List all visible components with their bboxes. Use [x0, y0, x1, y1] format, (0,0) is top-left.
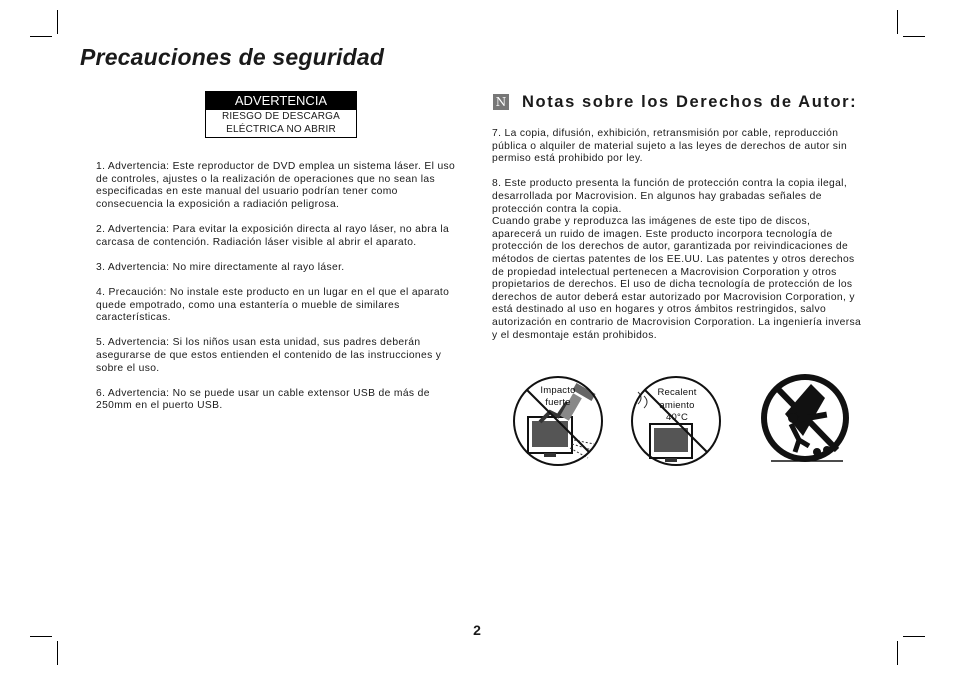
warning-line-1: RIESGO DE DESCARGA — [221, 111, 341, 122]
section-heading — [493, 92, 857, 112]
no-overheat-icon — [628, 374, 726, 468]
pictogram-row — [510, 374, 855, 468]
copyright-notes — [492, 128, 862, 355]
warning-paragraph-4: 4. Precaución: No instale este producto en un lugar en el que el aparato quede empotrado, como una estantería o mueble de similares características. — [96, 286, 450, 324]
warning-paragraph-2: 2. Advertencia: Para evitar la exposición directa al rayo láser, no abra la carcasa de contención. Radiación láser visible al abrir el aparato. — [96, 223, 450, 248]
warning-paragraph-6: 6. Advertencia: No se puede usar un cable extensor USB de más de 250mm en el puerto USB. — [96, 387, 430, 412]
crop-mark — [57, 10, 58, 34]
crop-mark — [903, 36, 925, 37]
safety-warnings-list — [96, 161, 464, 425]
warning-line-2: ELÉCTRICA NO ABRIR — [226, 124, 336, 135]
no-impact-icon — [510, 374, 610, 468]
warning-box — [205, 91, 357, 138]
crop-mark — [57, 641, 58, 665]
section-title: Notas sobre los Derechos de Autor: — [522, 93, 858, 111]
warning-paragraph-5: 5. Advertencia: Si los niños usan esta unidad, sus padres deberán asegurarse de que estos entienden el contenido de las instrucciones y sobre el uso. — [96, 337, 442, 374]
copyright-paragraph-8: 8. Este producto presenta la función de protección contra la copia ilegal, desarrollada por Macrovision. En algunos hay grabadas señales de protección contra la copia. Cuando grabe y reproduzca las imágenes de este tipo de discos, aparecerá un ruido de imagen. Este producto incorpora tecnología de protección de los derechos de autor, garantizada por reivindicaciones de métodos de ciertas patentes de los EE.UU. Las patentes y otros derechos de propiedad intelectual pertenecen a Macrovision Corporation y otros propietarios de derechos. El uso de dicha tecnología de protección de los derechos de autor deberá estar autorizado por Macrovision Corporation, y está destinado al uso en hogares y otros ámbitos restringidos, salvo autorización en contrario de Macrovision Corporation. La ingeniería inversa y el desmontaje están prohibidos. — [492, 178, 862, 341]
copyright-paragraph-7: 7. La copia, difusión, exhibición, retransmisión por cable, reproducción pública o alquiler de material sujeto a las leyes de derechos de autor sin permiso está prohibido por ley. — [492, 128, 848, 165]
overheat-label-3: 40°C — [665, 412, 689, 423]
impact-label-2: fuerte — [545, 397, 571, 408]
crop-mark — [897, 10, 898, 34]
page-number: 2 — [473, 622, 481, 638]
overheat-label-2: amiento — [659, 400, 695, 411]
cart-tip-over-warning-icon — [755, 374, 855, 468]
warning-paragraph-1: 1. Advertencia: Este reproductor de DVD emplea un sistema láser. El uso de controles, ajustes o la realización de operaciones que no sean las especificadas en este manual del usuario podrían tener como consecuencia la exposición a radiación peligrosa. — [96, 161, 456, 210]
warning-paragraph-3: 3. Advertencia: No mire directamente al rayo láser. — [96, 261, 345, 273]
warning-header: ADVERTENCIA — [206, 92, 356, 110]
impact-label-1: Impacto — [540, 385, 576, 396]
section-marker-icon: N — [493, 94, 509, 110]
page-title: Precauciones de seguridad — [80, 44, 385, 70]
overheat-label-1: Recalent — [657, 387, 697, 398]
crop-mark — [30, 36, 52, 37]
crop-mark — [897, 641, 898, 665]
